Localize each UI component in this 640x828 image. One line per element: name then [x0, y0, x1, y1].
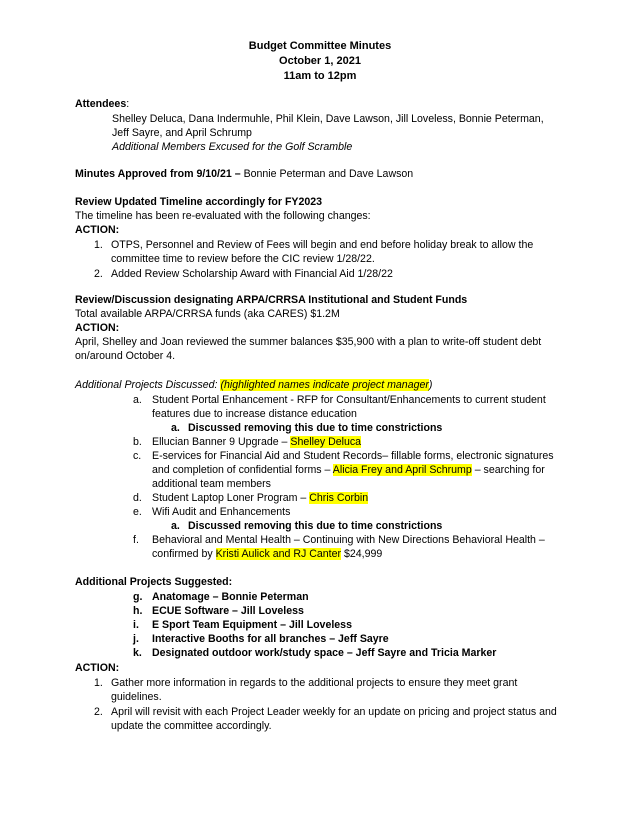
project-item-e	[75, 505, 575, 519]
suggested-text: ECUE Software – Jill Loveless	[152, 605, 304, 617]
project-text-cont: – searching for	[471, 464, 545, 476]
list-item	[75, 238, 575, 266]
arpa-action-label: ACTION:	[75, 322, 120, 334]
list-letter: k.	[133, 647, 142, 659]
timeline-action-label: ACTION:	[75, 224, 120, 236]
list-item	[75, 676, 575, 704]
projects-suggested-section	[75, 575, 575, 733]
suggested-text: E Sport Team Equipment – Jill Loveless	[152, 619, 352, 631]
minutes-approval	[75, 167, 575, 181]
project-text: Wifi Audit and Enhancements	[152, 506, 291, 518]
arpa-heading: Review/Discussion designating ARPA/CRRSA Institutional and Student Funds	[75, 294, 468, 306]
list-letter: i.	[133, 619, 139, 631]
attendees-section	[75, 97, 575, 154]
list-item	[75, 267, 575, 281]
project-item-a-sub	[75, 421, 575, 435]
suggested-item	[75, 590, 575, 604]
list-letter: h.	[133, 605, 143, 617]
projects-discussed-section	[75, 378, 575, 561]
suggested-heading: Additional Projects Suggested:	[75, 576, 233, 588]
meeting-time: 11am to 12pm	[283, 70, 357, 82]
list-item	[75, 705, 575, 733]
list-letter: b.	[133, 436, 142, 448]
list-letter: a.	[133, 394, 142, 406]
meeting-date: October 1, 2021	[279, 55, 361, 67]
projects-intro-close: )	[428, 379, 433, 391]
list-letter: a.	[171, 422, 180, 434]
suggested-item	[75, 604, 575, 618]
timeline-intro: The timeline has been re-evaluated with the following changes:	[75, 210, 371, 222]
list-item-text: OTPS, Personnel and Review of Fees will begin and end before holiday break to allow the	[111, 239, 534, 251]
project-text: Behavioral and Mental Health – Continuing with New Directions Behavioral Health –	[152, 534, 545, 546]
suggested-action-label: ACTION:	[75, 662, 120, 674]
project-subtext: Discussed removing this due to time constrictions	[188, 422, 443, 434]
projects-intro	[75, 378, 575, 392]
attendees-list-line2: Jeff Sayre, and April Schrump	[112, 127, 252, 139]
suggested-item	[75, 632, 575, 646]
project-item-f	[75, 533, 575, 561]
project-item-e-sub	[75, 519, 575, 533]
suggested-item	[75, 646, 575, 660]
list-number: 1.	[94, 239, 103, 251]
list-item-text: Gather more information in regards to the additional projects to ensure they meet grant	[111, 677, 518, 689]
document-title: Budget Committee Minutes	[248, 40, 392, 52]
project-text: Ellucian Banner 9 Upgrade –	[152, 436, 291, 448]
project-text: Student Portal Enhancement - RFP for Consultant/Enhancements to current student	[152, 394, 546, 406]
list-item-text: April will revisit with each Project Leader weekly for an update on pricing and project status and	[111, 706, 557, 718]
project-item-d	[75, 491, 575, 505]
list-letter: d.	[133, 492, 142, 504]
project-text: Student Laptop Loner Program –	[152, 492, 310, 504]
list-item-text-cont: guidelines.	[111, 691, 162, 703]
list-number: 1.	[94, 677, 103, 689]
attendees-list-line1: Shelley Deluca, Dana Indermuhle, Phil Klein, Dave Lawson, Jill Loveless, Bonnie Peterman,	[112, 113, 544, 125]
suggested-text: Anatomage – Bonnie Peterman	[152, 591, 309, 603]
list-number: 2.	[94, 706, 103, 718]
arpa-total: Total available ARPA/CRRSA funds (aka CARES) $1.2M	[75, 308, 340, 320]
timeline-section	[75, 195, 575, 281]
arpa-section	[75, 293, 575, 363]
list-letter: g.	[133, 591, 143, 603]
approval-label: Minutes Approved from 9/10/21 –	[75, 168, 241, 180]
project-manager-highlight: Chris Corbin	[309, 492, 369, 504]
document-header	[0, 39, 640, 84]
project-text-cont: and completion of confidential forms –	[152, 464, 333, 476]
attendees-label: Attendees	[75, 98, 127, 110]
project-text-cont: features due to increase distance education	[152, 408, 357, 420]
suggested-text: Designated outdoor work/study space – Jeff Sayre and Tricia Marker	[152, 647, 497, 659]
list-letter: c.	[133, 450, 142, 462]
list-item-text: Added Review Scholarship Award with Financial Aid 1/28/22	[111, 268, 393, 280]
arpa-action-line1: April, Shelley and Joan reviewed the summer balances $35,900 with a plan to write-off student debt	[75, 336, 542, 348]
list-letter: j.	[133, 633, 139, 645]
attendees-excused: Additional Members Excused for the Golf Scramble	[112, 141, 353, 153]
attendees-colon: :	[126, 98, 130, 110]
list-number: 2.	[94, 268, 103, 280]
project-item-b	[75, 435, 575, 449]
list-letter: a.	[171, 520, 180, 532]
project-text-cont: confirmed by	[152, 548, 216, 560]
project-subtext: Discussed removing this due to time constrictions	[188, 520, 443, 532]
project-text: E-services for Financial Aid and Student Records– fillable forms, electronic signatures	[152, 450, 554, 462]
project-manager-highlight: Kristi Aulick and RJ Canter	[215, 548, 342, 560]
project-text-cont: additional team members	[152, 478, 271, 490]
arpa-action-line2: on/around October 4.	[75, 350, 176, 362]
project-manager-highlight: Shelley Deluca	[290, 436, 362, 448]
suggested-item	[75, 618, 575, 632]
list-item-text-cont: committee time to review before the CIC review 1/28/22.	[111, 253, 375, 265]
projects-intro-highlight: (highlighted names indicate project manager	[220, 379, 429, 391]
list-letter: f.	[133, 534, 139, 546]
timeline-heading: Review Updated Timeline accordingly for FY2023	[75, 196, 323, 208]
approval-names: Bonnie Peterman and Dave Lawson	[240, 168, 414, 180]
project-item-a	[75, 393, 575, 421]
list-letter: e.	[133, 506, 142, 518]
project-manager-highlight: Alicia Frey and April Schrump	[332, 464, 472, 476]
project-item-c	[75, 449, 575, 491]
suggested-text: Interactive Booths for all branches – Jeff Sayre	[152, 633, 389, 645]
list-item-text-cont: update the committee accordingly.	[111, 720, 272, 732]
projects-intro-text: Additional Projects Discussed:	[75, 379, 221, 391]
project-text-cont: $24,999	[341, 548, 383, 560]
